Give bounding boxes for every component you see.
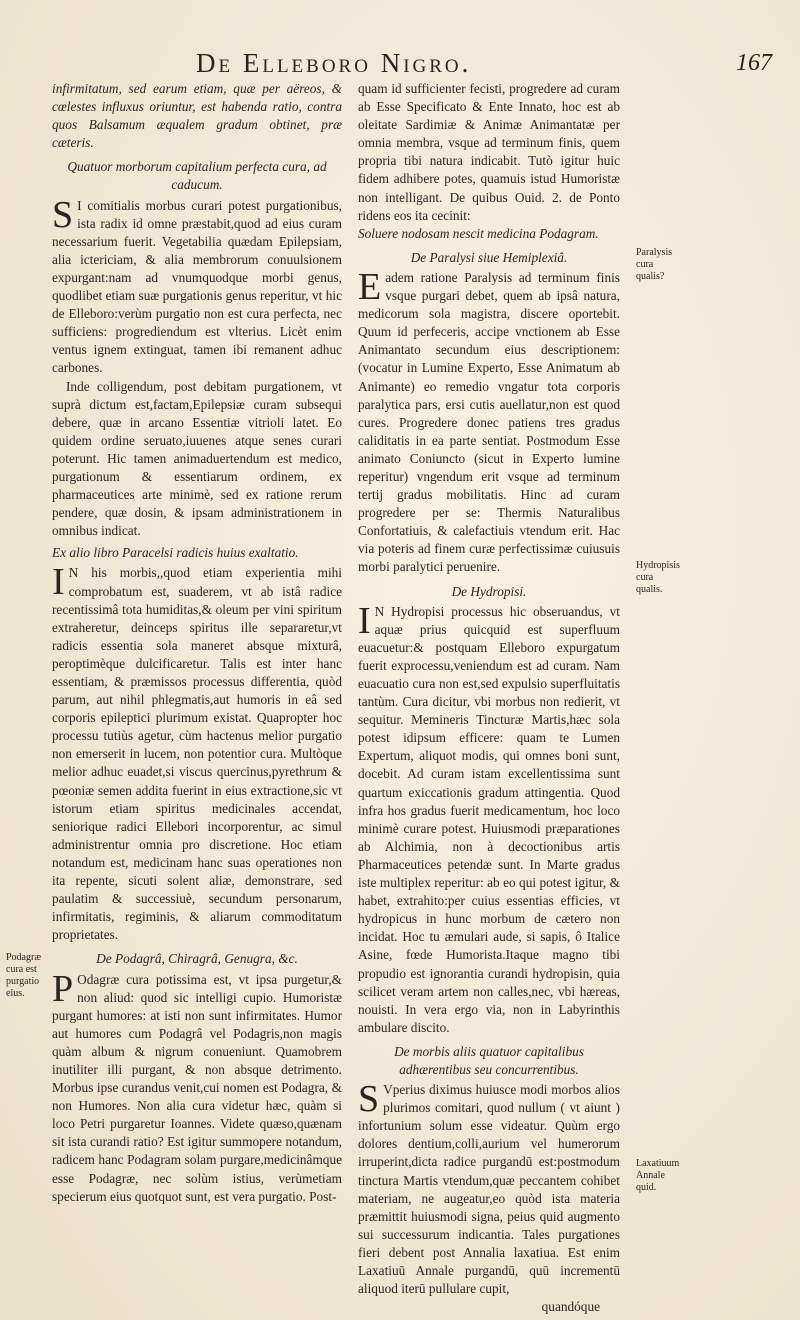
margin-note-hydropisis: Hydropisis cura qualis. xyxy=(636,560,680,595)
right-column xyxy=(358,80,620,1316)
paragraph-text: Odagræ cura potissima est, vt ipsa purgetur,& non aliud: quod sic intelligi cupio. Humoristæ purgant humores: at isti non sunt infirmitates. Humor aut humores cum Podagrâ vel Podagris,non magis quàm album & nigrum conueniunt. Quamobrem inutiliter illi purgant, & non absque detrimento. Morbus ipse curandus venit,cui nomen est Podagra, & non Humores. Non alia cura videtur hæc, quàm si loco Petri purgaretur Ioannes. Videte quæso,quænam sit ista curandi ratio? Est igitur summopere notandum, radicem hanc Podagram solam purgare,medicinâmque esse Podagræ, nec solùm istius, verùmetiam specierum eius quotquot sunt, est vera purgatio. Post- xyxy=(52,971,342,1204)
running-title: De Elleboro Nigro. xyxy=(196,48,472,78)
drop-cap: I xyxy=(358,599,371,642)
paragraph xyxy=(52,561,342,944)
paragraph-text: N Hydropisi processus hic obseruandus, vt aquæ prius quicquid est superfluum euacuetur:& postquam Elleboro expurgatum fuerit exprocessu,veniendum est ad curam. Nam euacuatio cura non est,sed expulsio superfluitatis tantùm. Cura dicitur, vbi morbus non redierit, vt sequitur. Memineris Tincturæ Martis,hæc sola potest idipsum efficere: quam te Lumen Expertum, aliquot modis, qui omnes boni sunt, docebit. Ad curam istam excellentissima sunt quartum exiccationis gradum attingentia. Quod infra hos gradus fuerit medicamentum, hoc loco minimè curare potest. Huiusmodi præparationes ab Alchimia, non à decoctionibus artis Pharmaceutices petendæ sunt. In Marte gradus iste multiplex reperitur: ab eo qui potest igitur, & habet, extrahito:per cuius essentias efficies, vt hydropicus in hunc morbum de cætero non incidat. Hoc tu æmulari aude, si sapis, ô Italice Asine, fœde Humorista.Itaque magno tibi propudio est ignorantia curandi hydropisin, quia scilicet veram artem non calles,nec, vbi hæreas, nouisti. In vera ergo via, non in Labyrinthis ambulare discito. xyxy=(358,603,620,1035)
paragraph xyxy=(52,967,342,1206)
paragraph: Inde colligendum, post debitam purgationem, vt suprà dictum est,factam,Epilepsiæ curam subsequi debere, quæ in arcano Essentiæ vitrioli latet. Eo quidem ordine seruato,iuuenes atque senes curari poterunt. Hic tamen animaduertendum est medico, purgationum & essentiarum ordinem, ex pharmaceutices arte minimè, sed ex ratione rerum pendere, quæ dosin, & ipsam administrationem in omnibus indicat. xyxy=(52,378,342,539)
paragraph-text: adem ratione Paralysis ad terminum finis vsque purgari debet, quem ab ipsâ natura, medicorum sola magistra, discere oportebit. Quum id perfeceris, accipe vnctionem ab Esse Animantato secundum eius descriptionem: (vocatur in Lumine Experto, Esse Animatum ab Animante) eo remedio vngatur tota corporis paralytica pars, ersi cutis auellatur,non est quod cures. Progredere donec patiens tres gradus caliditatis in ea parte sentiat. Postmodum Esse animato Coniuncto (sicut in Experto lumine reperitur) vngendum erit vsque ad terminum tertij gradus mobilitatis. Hinc ad curam progredere per se: Thermis Naturalibus Confortatiuis, & calefactiuis vtendum erit. Hac via poteris ad finem curæ perfectissimæ cuiusuis morbi paralytici peruenire. xyxy=(358,269,620,575)
paragraph-text: N his morbis,,quod etiam experientia mihi comprobatum est, suaderem, vt ab istâ radice recentissimâ tota humiditas,& oleum per vini spiritum extraheretur, deinceps spiritus ille separaretur,vt radicis essentia sola maneret absque mixturâ, peroptimèque dulcificaretur. Talis est inter hanc essentiam, & præmissos processus differentia, quòd parum, aut nihil phlegmatis,aut humoris in eâ sed corporis epileptici plurimum existat. Quapropter hoc processu tutiùs agetur, cùm hactenus melior purgatio non emerserit in lucem, non potentior cura. Multòque melior adhuc euadet,si viscus quercinus,pyrethrum & pœoniæ semen addita fuerint in eius extractione,sic vt istorum etiam spiritus medicinales accendat, seniorique radici Ellebori incorporentur, ac simul administrentur omnia pro discretione. Hoc etiam notandum est, medicinam hanc suas operationes non ita repente, sicuti solent aliæ, demonstrare, sed paulatim & successiuè, secundum personarum, infirmitatis, regiminis, & aliarum commoditatum proprietates. xyxy=(52,565,342,943)
catchword: quandóque xyxy=(541,1299,600,1315)
page-number: 167 xyxy=(736,50,772,76)
left-column xyxy=(52,80,342,1206)
drop-cap: S xyxy=(52,193,74,236)
section-heading: De Paralysi siue Hemiplexiâ. xyxy=(410,249,568,265)
paragraph-continuation: infirmitatum, sed earum etiam, quæ per aëreos, & cœlestes influxus oriuntur, est habenda ratio, contra quos Balsamum æqualem gradum obtinet, præ cæteris. xyxy=(52,81,342,151)
paragraph xyxy=(52,193,342,378)
paragraph-text: I comitialis morbus curari potest purgationibus, ista radix id omne præstabit,quod ad eius curam necessarium fuerit. Vegetabilia quædam Epilepsiam, alia ictericiam, & alia membrorum conuulsionem expurgant:nam ad vnumquodque morbi genus, quodlibet etiam suæ purgationis genus reperitur, vt hic de Elleboro:verùm purgatio non est cura perfecta, nec sufficiens: progrediendum est vlterius. Licèt enim ventus ignem extinguat, tamen ibi remanent adhuc carbones. xyxy=(52,197,342,376)
section-heading: De Podagrâ, Chiragrâ, Genugra, &c. xyxy=(96,951,298,967)
margin-note-paralysis: Paralysis cura qualis? xyxy=(636,247,673,282)
paragraph-text: Vperius diximus huiusce modi morbos alios plurimos comitari, quod nullum ( vt aiunt ) infortunium solum esse videatur. Quùm ergo dolores dentium,colli,aurium vel humerorum irruperint,dicta radice purgandū est:postmodum tinctura Martis vtendum,quæ peccantem cohibet materiam, ne augeatur,eo quòd ista materia præmittit huiusmodi signa, peius quid augmento sui successurum indicantia. Tales purgationes fieri debent post Annalia laxatiua. Est enim Laxatiuū Annale purgandū, quū incrementū aliquod iterū pullulare cupit, xyxy=(358,1082,620,1297)
section-heading: Quatuor morborum capitalium perfecta cura, ad caducum. xyxy=(67,159,327,193)
drop-cap: E xyxy=(358,265,382,308)
verse-quote: Soluere nodosam nescit medicina Podagram. xyxy=(358,225,599,241)
paragraph-continuation: quam id sufficienter fecisti, progredere ad curam ab Esse Specificato & Ente Innato, hoc est ab oleitate Sardimiæ & Animæ Animantatæ per omnia membra, vsque ad terminum finis, quem propria tibi natura indicabit. Tutò igitur huic fidem adhibere potes, quamuis istud Humoristæ non intelligant. De quibus Ouid. 2. de Ponto ridens eos ita cecinit: xyxy=(358,81,620,223)
section-heading: De Hydropisi. xyxy=(451,583,527,599)
drop-cap: S xyxy=(358,1078,380,1121)
paragraph xyxy=(358,1078,620,1298)
margin-note-laxatiuum: Laxatiuum Annale quid. xyxy=(636,1158,680,1193)
section-heading: Ex alio libro Paracelsi radicis huius exaltatio. xyxy=(52,545,299,561)
paragraph xyxy=(358,599,620,1037)
page-header xyxy=(0,48,800,78)
drop-cap: P xyxy=(52,967,74,1010)
paragraph xyxy=(358,265,620,577)
section-heading: De morbis aliis quatuor capitalibus adhærentibus seu concurrentibus. xyxy=(394,1043,584,1077)
drop-cap: I xyxy=(52,561,65,604)
margin-note-podagra: Podagræ cura est purgatio eius. xyxy=(6,952,41,999)
